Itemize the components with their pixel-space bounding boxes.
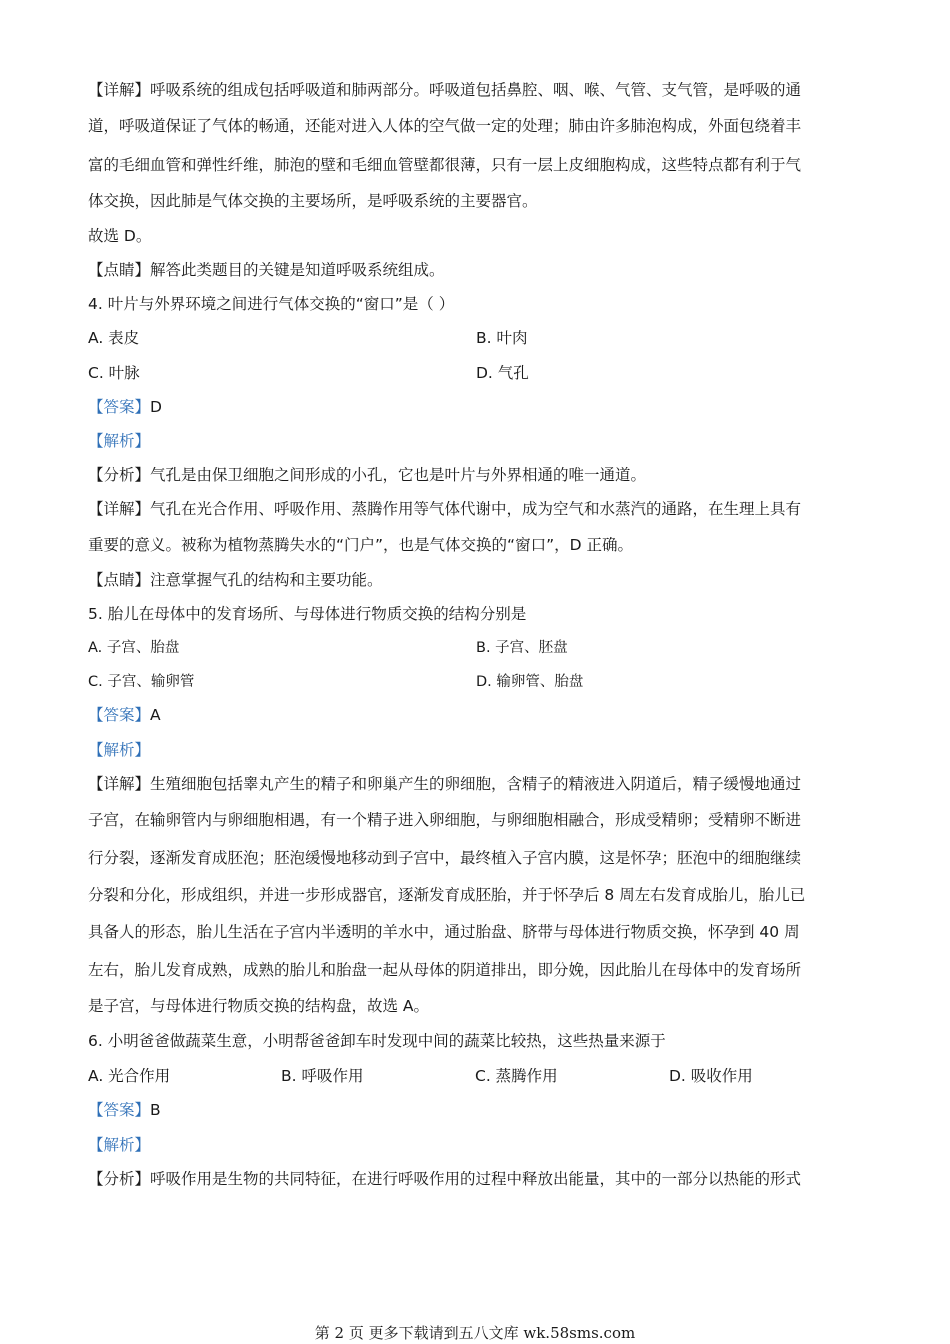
q6-question: 6. 小明爸爸做蔬菜生意，小明帮爸爸卸车时发现中间的蔬菜比较热，这些热量来源于 [88,1032,666,1050]
q3-choice: 故选 D。 [88,227,152,245]
q4-question: 4. 叶片与外界环境之间进行气体交换的“窗口”是（ ） [88,295,455,313]
q4-detail-line-1: 【详解】气孔在光合作用、呼吸作用、蒸腾作用等气体代谢中，成为空气和水蒸汽的通路，在生理上具有 [88,500,802,518]
q6-option-b: B. 呼吸作用 [281,1067,364,1085]
q4-option-a: A. 表皮 [88,329,140,347]
q6-option-d: D. 吸收作用 [669,1067,753,1085]
q6-answer [88,1099,161,1121]
q4-option-d: D. 气孔 [476,364,529,382]
q6-analysis: 【分析】呼吸作用是生物的共同特征，在进行呼吸作用的过程中释放出能量，其中的一部分以热能的形式 [88,1170,802,1188]
q5-option-c: C. 子宫、输卵管 [88,674,195,690]
q4-answer-label: 【答案】 [88,398,151,416]
q6-answer-value: B [150,1101,161,1119]
q5-question: 5. 胎儿在母体中的发育场所、与母体进行物质交换的结构分别是 [88,605,527,623]
q4-answer [88,396,162,418]
q5-option-b: B. 子宫、胚盘 [476,640,568,656]
q3-tip: 【点睛】解答此类题目的关键是知道呼吸系统组成。 [88,261,445,279]
q5-detail-line-2: 子宫，在输卵管内与卵细胞相遇，有一个精子进入卵细胞，与卵细胞相融合，形成受精卵；受精卵不断进 [88,811,802,829]
q4-analysis-label: 【解析】 [88,432,151,450]
q5-detail-line-7: 是子宫，与母体进行物质交换的结构盘，故选 A。 [88,997,430,1015]
page-footer: 第 2 页 更多下载请到五八文库 wk.58sms.com [314,1324,636,1342]
q3-detail-line-1: 【详解】呼吸系统的组成包括呼吸道和肺两部分。呼吸道包括鼻腔、咽、喉、气管、支气管，是呼吸的通 [88,81,802,99]
q4-option-c: C. 叶脉 [88,364,140,382]
q4-answer-value: D [150,398,162,416]
q3-detail-line-2: 道，呼吸道保证了气体的畅通，还能对进入人体的空气做一定的处理；肺由许多肺泡构成，外面包绕着丰 [88,117,802,135]
q6-answer-label: 【答案】 [88,1101,151,1119]
q5-detail-line-5: 具备人的形态，胎儿生活在子宫内半透明的羊水中，通过胎盘、脐带与母体进行物质交换，怀孕到 40 周 [88,923,800,941]
q5-option-a: A. 子宫、胎盘 [88,640,180,656]
q4-detail-line-2: 重要的意义。被称为植物蒸腾失水的“门户”，也是气体交换的“窗口”，D 正确。 [88,536,633,554]
q5-option-d: D. 输卵管、胎盘 [476,674,584,690]
q5-detail-line-3: 行分裂，逐渐发育成胚泡；胚泡缓慢地移动到子宫中，最终植入子宫内膜，这是怀孕；胚泡中的细胞继续 [88,849,802,867]
q5-detail-line-1: 【详解】生殖细胞包括睾丸产生的精子和卵巢产生的卵细胞，含精子的精液进入阴道后，精子缓慢地通过 [88,775,802,793]
q6-analysis-label: 【解析】 [88,1136,151,1154]
q5-answer-value: A [150,706,161,724]
q3-detail-line-4: 体交换，因此肺是气体交换的主要场所，是呼吸系统的主要器官。 [88,192,538,210]
q6-option-c: C. 蒸腾作用 [475,1067,558,1085]
q4-analysis: 【分析】气孔是由保卫细胞之间形成的小孔，它也是叶片与外界相通的唯一通道。 [88,466,647,484]
q4-tip: 【点睛】注意掌握气孔的结构和主要功能。 [88,571,383,589]
q3-detail-line-3: 富的毛细血管和弹性纤维，肺泡的壁和毛细血管壁都很薄，只有一层上皮细胞构成，这些特点都有利于气 [88,156,802,174]
q5-answer-label: 【答案】 [88,706,151,724]
q5-analysis-label: 【解析】 [88,741,151,759]
q6-option-a: A. 光合作用 [88,1067,171,1085]
q4-option-b: B. 叶肉 [476,329,528,347]
q5-detail-line-6: 左右，胎儿发育成熟，成熟的胎儿和胎盘一起从母体的阴道排出，即分娩，因此胎儿在母体中的发育场所 [88,961,802,979]
q5-answer [88,704,161,726]
q5-detail-line-4: 分裂和分化，形成组织，并进一步形成器官，逐渐发育成胚胎，并于怀孕后 8 周左右发育成胎儿，胎儿已 [88,886,806,904]
